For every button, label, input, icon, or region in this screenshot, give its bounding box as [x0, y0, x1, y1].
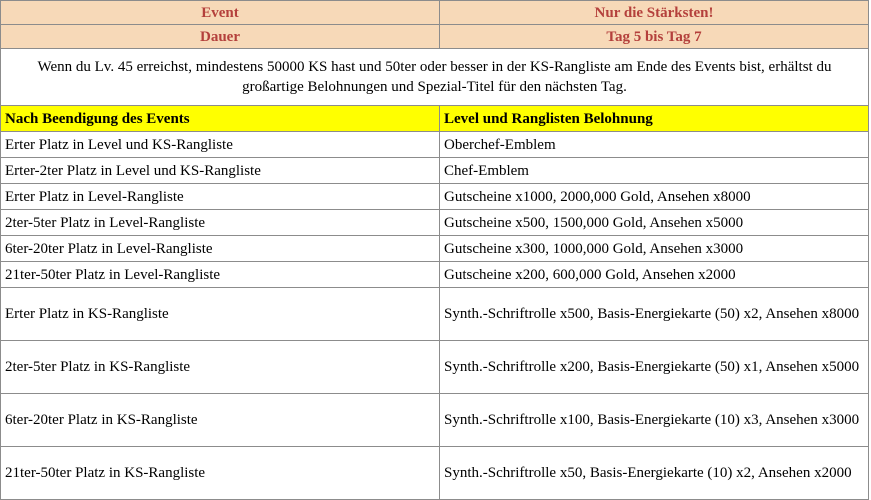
- rank-cell: 21ter-50ter Platz in Level-Rangliste: [1, 262, 440, 288]
- table-row: [1, 158, 869, 184]
- duration-value: Tag 5 bis Tag 7: [440, 25, 869, 49]
- reward-cell: Chef-Emblem: [440, 158, 869, 184]
- table-row: [1, 447, 869, 500]
- reward-cell: Gutscheine x500, 1500,000 Gold, Ansehen x5000: [440, 210, 869, 236]
- reward-cell: Synth.-Schriftrolle x50, Basis-Energiekarte (10) x2, Ansehen x2000: [440, 447, 869, 500]
- event-value: Nur die Stärksten!: [440, 1, 869, 25]
- table-row: [1, 132, 869, 158]
- reward-cell: Synth.-Schriftrolle x100, Basis-Energiekarte (10) x3, Ansehen x3000: [440, 394, 869, 447]
- rank-cell: Erter Platz in Level-Rangliste: [1, 184, 440, 210]
- rank-cell: 6ter-20ter Platz in Level-Rangliste: [1, 236, 440, 262]
- reward-cell: Synth.-Schriftrolle x200, Basis-Energiekarte (50) x1, Ansehen x5000: [440, 341, 869, 394]
- rank-cell: Erter-2ter Platz in Level und KS-Rangliste: [1, 158, 440, 184]
- table-row: [1, 184, 869, 210]
- table-row: [1, 288, 869, 341]
- reward-cell: Gutscheine x1000, 2000,000 Gold, Ansehen x8000: [440, 184, 869, 210]
- rank-cell: 21ter-50ter Platz in KS-Rangliste: [1, 447, 440, 500]
- reward-cell: Synth.-Schriftrolle x500, Basis-Energiekarte (50) x2, Ansehen x8000: [440, 288, 869, 341]
- table-row: [1, 262, 869, 288]
- reward-cell: Gutscheine x300, 1000,000 Gold, Ansehen x3000: [440, 236, 869, 262]
- event-row: [1, 1, 869, 25]
- intro-row: [1, 49, 869, 106]
- rank-cell: 2ter-5ter Platz in Level-Rangliste: [1, 210, 440, 236]
- column-header-reward: Level und Ranglisten Belohnung: [440, 106, 869, 132]
- rank-cell: 6ter-20ter Platz in KS-Rangliste: [1, 394, 440, 447]
- column-header-rank: Nach Beendigung des Events: [1, 106, 440, 132]
- reward-cell: Oberchef-Emblem: [440, 132, 869, 158]
- reward-cell: Gutscheine x200, 600,000 Gold, Ansehen x2000: [440, 262, 869, 288]
- intro-text: Wenn du Lv. 45 erreichst, mindestens 50000 KS hast und 50ter oder besser in der KS-Rangliste am Ende des Events bist, erhältst du großartige Belohnungen und Spezial-Titel für den nächsten Tag.: [1, 49, 869, 106]
- duration-row: [1, 25, 869, 49]
- table-row: [1, 236, 869, 262]
- table-row: [1, 341, 869, 394]
- table-row: [1, 210, 869, 236]
- column-header-row: [1, 106, 869, 132]
- rank-cell: Erter Platz in Level und KS-Rangliste: [1, 132, 440, 158]
- rank-cell: 2ter-5ter Platz in KS-Rangliste: [1, 341, 440, 394]
- event-label: Event: [1, 1, 440, 25]
- rank-cell: Erter Platz in KS-Rangliste: [1, 288, 440, 341]
- duration-label: Dauer: [1, 25, 440, 49]
- table-row: [1, 394, 869, 447]
